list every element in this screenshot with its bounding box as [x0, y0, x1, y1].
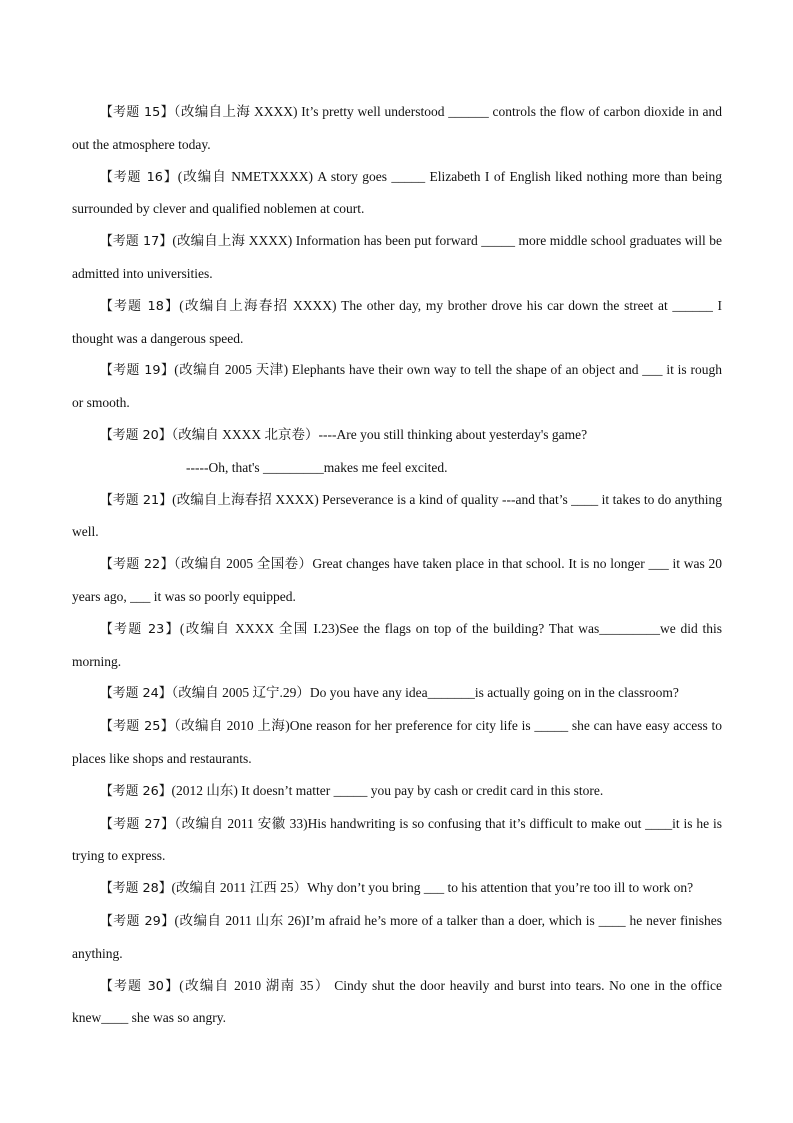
question-29: [72, 905, 722, 970]
question-19: [72, 354, 722, 419]
question-tag: 【考题 27】: [100, 816, 175, 832]
question-27: [72, 808, 722, 873]
question-tag: 【考题 24】: [100, 686, 172, 702]
question-15: [72, 96, 722, 161]
question-text: (改编自 2010 湖南 35） Cindy shut the door heavily and burst into tears. No one in the office knew____ she was so angry.: [72, 977, 722, 1026]
question-tag: 【考题 22】: [100, 557, 174, 573]
question-text: (改编自 2005 天津) Elephants have their own way to tell the shape of an object and ___ it is rough or smooth.: [72, 362, 722, 411]
question-tag: 【考题 25】: [100, 719, 174, 735]
question-text: （改编自 2011 安徽 33)His handwriting is so confusing that it’s difficult to make out ____it is he is trying to express.: [72, 815, 722, 864]
question-text: (改编自 2011 山东 26)I’m afraid he’s more of a talker than a doer, which is ____ he never finishes anything.: [72, 912, 722, 961]
question-tag: 【考题 18】: [100, 298, 180, 314]
question-text: (改编自 XXXX 全国 I.23)See the flags on top of the building? That was_________we did this morning.: [72, 620, 722, 669]
question-text: (改编自上海春招 XXXX) The other day, my brother drove his car down the street at ______ I thought was a dangerous speed.: [72, 297, 722, 346]
question-20: [72, 419, 722, 452]
question-text: （改编自 2005 全国卷）Great changes have taken place in that school. It is no longer ___ it was 20 years ago, ___ it was so poorly equipped.: [72, 556, 722, 604]
question-tag: 【考题 26】: [100, 783, 172, 799]
question-17: [72, 225, 722, 290]
question-tag: 【考题 19】: [100, 363, 175, 379]
question-text: （改编自 XXXX 北京卷）----Are you still thinking about yesterday's game?: [171, 426, 588, 442]
question-26: [72, 775, 722, 808]
question-21: [72, 484, 722, 549]
question-22: [72, 548, 722, 613]
question-16: [72, 161, 722, 226]
question-20-reply: -----Oh, that's _________makes me feel excited.: [186, 459, 448, 475]
question-text: （改编自 2010 上海)One reason for her preference for city life is _____ she can have easy access to places like shops and restaurants.: [72, 718, 722, 766]
question-tag: 【考题 30】: [100, 978, 180, 994]
question-text: （改编自上海 XXXX) It’s pretty well understood ______ controls the flow of carbon dioxide in and out the atmosphere today.: [72, 104, 722, 152]
question-23: [72, 613, 722, 678]
question-25: [72, 710, 722, 775]
question-tag: 【考题 15】: [100, 105, 174, 120]
question-tag: 【考题 21】: [100, 492, 173, 508]
question-18: [72, 290, 722, 355]
question-text: (改编自上海春招 XXXX) Perseverance is a kind of quality ---and that’s ____ it takes to do anything well.: [72, 491, 723, 540]
question-text: (2012 山东) It doesn’t matter _____ you pay by cash or credit card in this store.: [171, 782, 604, 798]
question-tag: 【考题 17】: [100, 234, 173, 250]
question-tag: 【考题 20】: [100, 427, 172, 443]
question-tag: 【考题 29】: [100, 913, 175, 929]
question-tag: 【考题 28】: [100, 881, 172, 897]
question-list: [72, 96, 722, 1034]
question-text: (改编自 NMETXXXX) A story goes _____ Elizabeth I of English liked nothing more than being surrounded by clever and qualified noblemen at court.: [72, 168, 722, 217]
question-text: （改编自 2005 辽宁.29）Do you have any idea_______is actually going on in the classroom?: [171, 685, 679, 701]
question-text: (改编自上海 XXXX) Information has been put forward _____ more middle school graduates will be admitted into universities.: [72, 233, 722, 281]
question-text: (改编自 2011 江西 25）Why don’t you bring ___ to his attention that you’re too ill to work on?: [171, 880, 694, 896]
question-30: [72, 970, 722, 1035]
question-28: [72, 872, 722, 905]
question-tag: 【考题 16】: [100, 169, 178, 185]
question-24: [72, 677, 722, 710]
question-tag: 【考题 23】: [100, 621, 180, 637]
